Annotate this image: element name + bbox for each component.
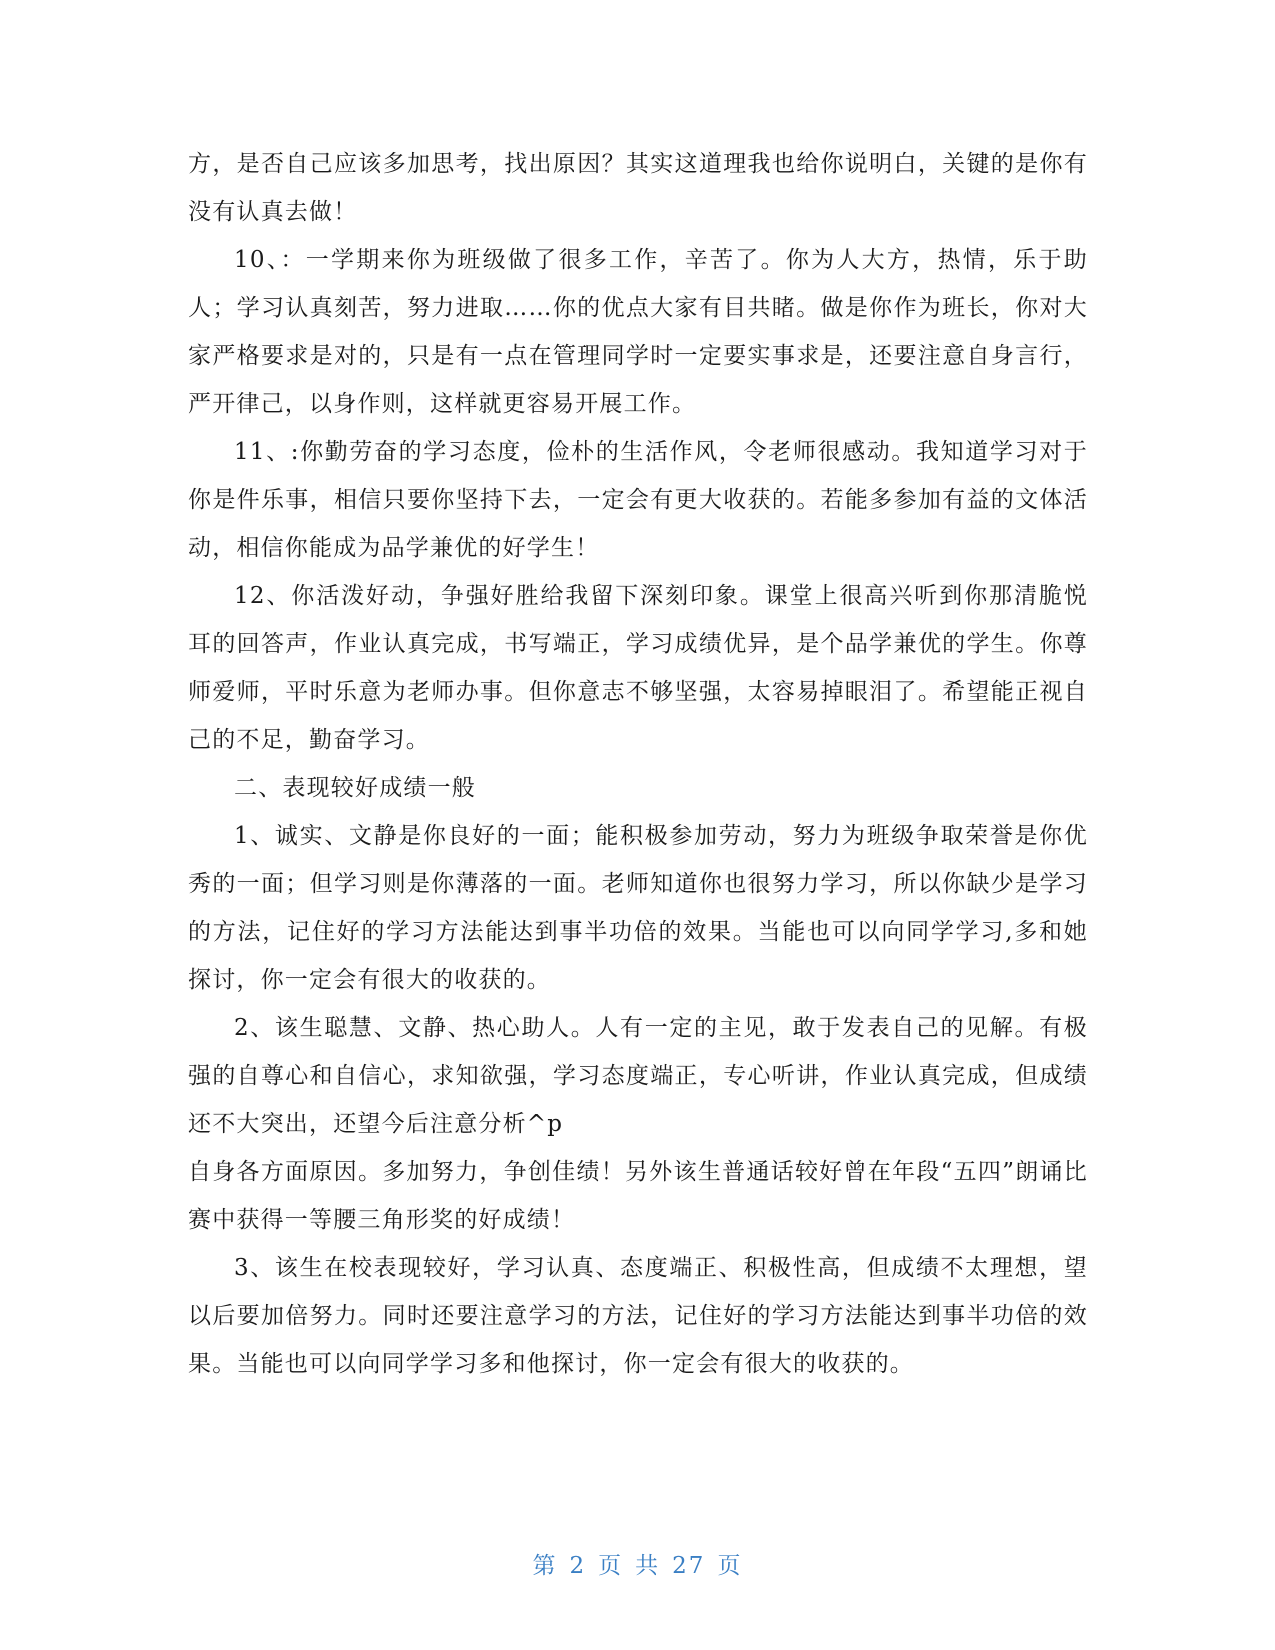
paragraph: 3、该生在校表现较好，学习认真、态度端正、积极性高，但成绩不太理想，望以后要加倍努力。同时还要注意学习的方法，记住好的学习方法能达到事半功倍的效果。当能也可以向同学学习多和他探讨，你一定会有很大的收获的。 [188,1255,1088,1377]
paragraph: 2、该生聪慧、文静、热心助人。人有一定的主见，敢于发表自己的见解。有极强的自尊心和自信心，求知欲强，学习态度端正，专心听讲，作业认真完成，但成绩还不大突出，还望今后注意分析^p [188,1015,1088,1137]
footer-word: 页 [717,1553,743,1579]
section-heading: 二、表现较好成绩一般 [234,775,476,801]
footer-word: 共 [635,1553,661,1579]
paragraph: 自身各方面原因。多加努力，争创佳绩！另外该生普通话较好曾在年段“五四”朗诵比赛中获得一等腰三角形奖的好成绩！ [188,1159,1088,1233]
page-footer [0,1547,1275,1580]
paragraph: 10、：一学期来你为班级做了很多工作，辛苦了。你为人大方，热情，乐于助人；学习认真刻苦，努力进取……你的优点大家有目共睹。做是你作为班长，你对大家严格要求是对的，只是有一点在管理同学时一定要实事求是，还要注意自身言行，严开律己，以身作则，这样就更容易开展工作。 [188,247,1088,417]
total-page-count: 27 [672,1553,706,1579]
paragraph: 12、你活泼好动，争强好胜给我留下深刻印象。课堂上很高兴听到你那清脆悦耳的回答声，作业认真完成，书写端正，学习成绩优异，是个品学兼优的学生。你尊师爱师，平时乐意为老师办事。但你意志不够坚强，太容易掉眼泪了。希望能正视自己的不足，勤奋学习。 [188,583,1088,753]
paragraph: 1、诚实、文静是你良好的一面；能积极参加劳动，努力为班级争取荣誉是你优秀的一面；但学习则是你薄落的一面。老师知道你也很努力学习，所以你缺少是学习的方法，记住好的学习方法能达到事半功倍的效果。当能也可以向同学学习,多和她探讨，你一定会有很大的收获的。 [188,823,1088,993]
footer-word: 第 [532,1553,558,1579]
footer-word: 页 [598,1553,624,1579]
current-page-number: 2 [569,1553,587,1579]
document-body [188,140,1088,1388]
paragraph: 11、:你勤劳奋的学习态度，俭朴的生活作风，令老师很感动。我知道学习对于你是件乐事，相信只要你坚持下去，一定会有更大收获的。若能多参加有益的文体活动，相信你能成为品学兼优的好学生！ [188,439,1088,561]
paragraph: 方，是否自己应该多加思考，找出原因？其实这道理我也给你说明白，关键的是你有没有认真去做！ [188,151,1088,225]
